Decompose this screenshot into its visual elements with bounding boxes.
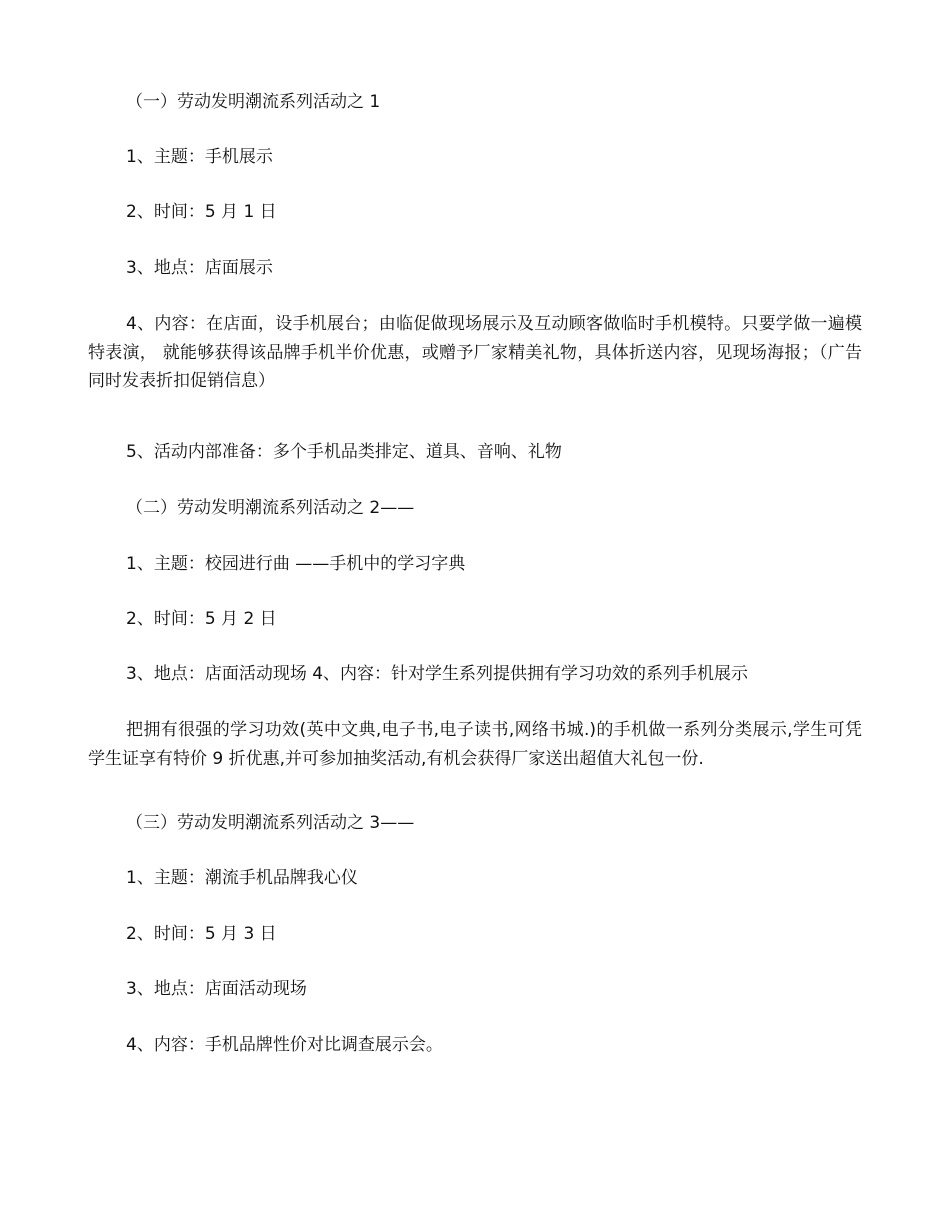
section-1-prep: 5、活动内部准备：多个手机品类排定、道具、音响、礼物 (126, 442, 562, 462)
section-3-heading: （三）劳动发明潮流系列活动之 3—— (126, 813, 415, 833)
section-2-theme: 1、主题：校园进行曲 ——手机中的学习字典 (126, 554, 466, 574)
section-2-time: 2、时间：5 月 2 日 (126, 609, 277, 629)
section-2-place: 3、地点：店面活动现场 4、内容：针对学生系列提供拥有学习功效的系列手机展示 (126, 664, 749, 684)
section-1-place: 3、地点：店面展示 (126, 258, 273, 278)
section-2-content: 把拥有很强的学习功效(英中文典,电子书,电子读书,网络书城.)的手机做一系列分类展示,学生可凭学生证享有特价 9 折优惠,并可参加抽奖活动,有机会获得厂家送出超值大礼包一份. (88, 720, 862, 769)
section-1-heading: （一）劳动发明潮流系列活动之 1 (126, 92, 381, 112)
section-3-time: 2、时间：5 月 3 日 (126, 924, 277, 944)
section-1-theme: 1、主题：手机展示 (126, 147, 273, 167)
section-1-time: 2、时间：5 月 1 日 (126, 202, 277, 222)
section-1-content: 4、内容：在店面，设手机展台；由临促做现场展示及互动顾客做临时手机模特。只要学做一遍模特表演， 就能够获得该品牌手机半价优惠，或赠予厂家精美礼物，具体折送内容，见现场海报；（广告同时发表折扣促销信息） (88, 314, 862, 391)
section-3-content: 4、内容：手机品牌性价对比调查展示会。 (126, 1035, 443, 1055)
section-3-theme: 1、主题：潮流手机品牌我心仪 (126, 868, 358, 888)
section-3-place: 3、地点：店面活动现场 (126, 979, 307, 999)
section-2-heading: （二）劳动发明潮流系列活动之 2—— (126, 498, 415, 518)
